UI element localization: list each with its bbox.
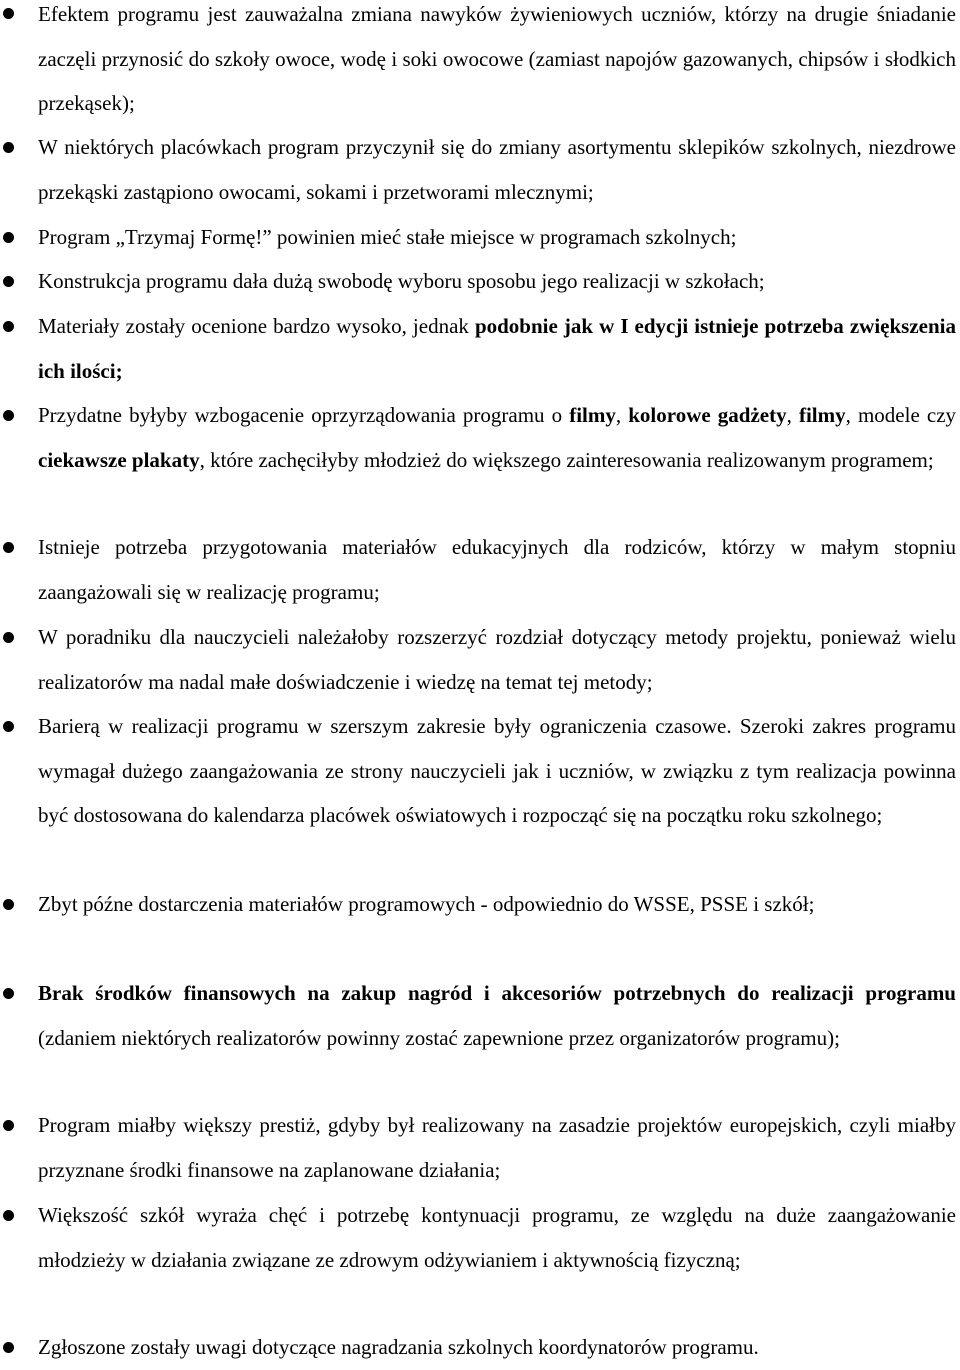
bullet-icon <box>3 1342 14 1353</box>
list-item-text: Efektem programu jest zauważalna zmiana nawyków żywieniowych uczniów, którzy na drugie śniadanie zaczęli przynosić do szkoły owoce, wodę i soki owocowe (zamiast napojów gazowanych, chipsów i słodkich przekąsek); <box>38 2 956 115</box>
bullet-icon <box>3 1120 14 1131</box>
list-item-text: Zbyt późne dostarczenia materiałów programowych - odpowiednio do WSSE, PSSE i szkół; <box>38 892 815 916</box>
list-item-text: W poradniku dla nauczycieli należałoby rozszerzyć rozdział dotyczący metody projektu, ponieważ wielu realizatorów ma nadal małe doświadczenie i wiedzę na temat tej metody; <box>38 625 956 694</box>
bullet-icon <box>3 8 14 19</box>
list-item-text: Większość szkół wyraża chęć i potrzebę kontynuacji programu, ze względu na duże zaangażowanie młodzieży w działania związane ze zdrowym odżywianiem i aktywnością fizyczną; <box>38 1203 956 1272</box>
bullet-icon <box>3 410 14 421</box>
bullet-icon <box>3 988 14 999</box>
list-item-text: Zgłoszone zostały uwagi dotyczące nagradzania szkolnych koordynatorów programu. <box>38 1335 759 1359</box>
list-item-text: Istnieje potrzeba przygotowania materiałów edukacyjnych dla rodziców, którzy w małym stopniu zaangażowali się w realizację programu; <box>38 535 956 604</box>
bullet-icon <box>3 142 14 153</box>
list-item-text: Przydatne byłyby wzbogacenie oprzyrządowania programu o filmy, kolorowe gadżety, filmy, modele czy ciekawsze plakaty, które zachęciłyby młodzież do większego zainteresowania realizowanym programem; <box>38 403 957 472</box>
bullet-icon <box>3 321 14 332</box>
list-item-text: Materiały zostały ocenione bardzo wysoko, jednak podobnie jak w I edycji istnieje potrzeba zwiększenia ich ilości; <box>38 314 956 383</box>
bullet-icon <box>3 276 14 287</box>
bullet-icon <box>3 542 14 553</box>
bullet-icon <box>3 632 14 643</box>
list-item-text: W niektórych placówkach program przyczynił się do zmiany asortymentu sklepików szkolnych, niezdrowe przekąski zastąpiono owocami, sokami i przetworami mlecznymi; <box>38 135 956 204</box>
bullet-icon <box>3 899 14 910</box>
list-item-text: Brak środków finansowych na zakup nagród i akcesoriów potrzebnych do realizacji programu (zdaniem niektórych realizatorów powinny zostać zapewnione przez organizatorów programu); <box>38 981 956 1050</box>
bullet-icon <box>3 1210 14 1221</box>
list-item-text: Barierą w realizacji programu w szerszym zakresie były ograniczenia czasowe. Szeroki zakres programu wymagał dużego zaangażowania ze strony nauczycieli jak i uczniów, w związku z tym realizacja powinna być dostosowana do kalendarza placówek oświatowych i rozpocząć się na początku roku szkolnego; <box>38 714 956 827</box>
list-item-text: Program miałby większy prestiż, gdyby był realizowany na zasadzie projektów europejskich, czyli miałby przyznane środki finansowe na zaplanowane działania; <box>38 1113 956 1182</box>
bullet-icon <box>3 721 14 732</box>
bullet-icon <box>3 232 14 243</box>
list-item-text: Program „Trzymaj Formę!” powinien mieć stałe miejsce w programach szkolnych; <box>38 225 737 249</box>
list-item-text: Konstrukcja programu dała dużą swobodę wyboru sposobu jego realizacji w szkołach; <box>38 269 765 293</box>
